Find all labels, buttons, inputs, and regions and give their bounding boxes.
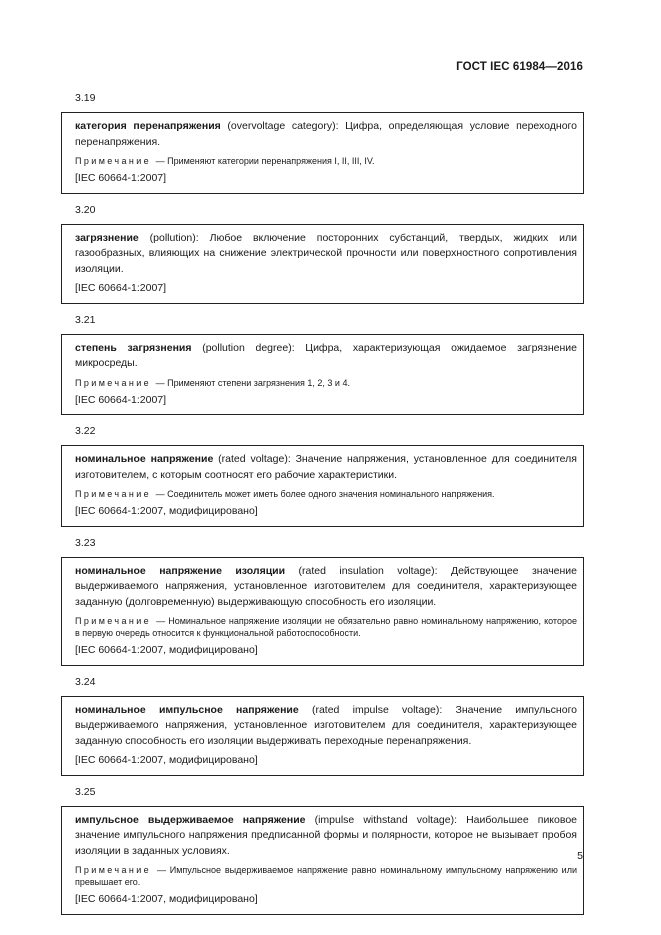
definition-box xyxy=(61,806,584,915)
entry-number: 3.21 xyxy=(75,313,96,326)
note xyxy=(75,377,577,389)
definition-box xyxy=(61,557,584,666)
definition-box xyxy=(61,334,584,416)
entry-3-24 xyxy=(61,669,584,776)
entry-3-21 xyxy=(61,307,584,416)
definition-box xyxy=(61,696,584,776)
definition-text xyxy=(75,703,577,750)
source-reference: [IEC 60664-1:2007, модифицировано] xyxy=(75,754,258,766)
definition-box xyxy=(61,224,584,304)
entry-3-22 xyxy=(61,418,584,527)
term: загрязнение xyxy=(75,231,139,244)
entry-number: 3.20 xyxy=(75,203,96,216)
definition-text xyxy=(75,119,577,150)
note-label: Примечание xyxy=(75,489,152,499)
entry-3-19 xyxy=(61,85,584,194)
term: степень загрязнения xyxy=(75,341,192,354)
definition: (rated insulation voltage): Действующее значение выдерживаемого напряжения, установленное изготовителем для соединителя, характеризующее заданную (долговременную) выдерживающую способность его изоляции. xyxy=(75,564,578,608)
source-reference: [IEC 60664-1:2007] xyxy=(75,172,167,184)
document-header: ГОСТ IEC 61984—2016 xyxy=(456,61,583,73)
source-reference: [IEC 60664-1:2007] xyxy=(75,393,167,406)
entry-3-23 xyxy=(61,530,584,666)
entry-number: 3.25 xyxy=(75,785,96,798)
definition: (pollution): Любое включение посторонних субстанций, твердых, жидких или газообразных, влияющих на снижение электрической прочности или поверхностного сопротивления изоляции. xyxy=(75,231,577,275)
entry-number: 3.24 xyxy=(75,675,96,688)
definition-text xyxy=(75,341,577,372)
note-label: Примечание xyxy=(75,616,152,626)
definition-text xyxy=(75,564,577,611)
note-text: — Импульсное выдерживаемое напряжение равно номинальному импульсному напряжению или превышает его. xyxy=(75,865,577,887)
entry-number: 3.22 xyxy=(75,425,96,437)
term: номинальное напряжение xyxy=(75,453,214,465)
definition: (impulse withstand voltage): Наибольшее пиковое значение импульсного напряжения предписанной формы и полярности, которое не вызывает пробоя изоляции в заданных условиях. xyxy=(75,813,577,857)
definition-box xyxy=(61,445,584,527)
entry-number: 3.23 xyxy=(75,536,96,549)
note-text: — Номинальное напряжение изоляции не обязательно равно номинальному напряжению, которое в первую очередь относится к функциональной работоспособности. xyxy=(75,616,577,638)
definitions-list xyxy=(61,85,584,918)
entry-3-20 xyxy=(61,197,584,304)
definition: (pollution degree): Цифра, характеризующая ожидаемое загрязнение микросреды. xyxy=(75,341,577,369)
note xyxy=(75,615,577,639)
definition: (overvoltage category): Цифра, определяющая условие переходного перенапряжения. xyxy=(75,120,577,148)
note-text: — Применяют категории перенапряжения I, II, III, IV. xyxy=(155,156,375,166)
definition: (rated voltage): Значение напряжения, установленное для соединителя изготовителем, с которым соотносят его рабочие характеристики. xyxy=(75,453,577,481)
source-reference: [IEC 60664-1:2007, модифицировано] xyxy=(75,893,258,905)
definition-box xyxy=(61,112,584,194)
source-reference: [IEC 60664-1:2007, модифицировано] xyxy=(75,644,258,656)
definition: (rated impulse voltage): Значение импульсного выдерживаемого напряжения, установленное изготовителем для соединителя, характеризующее заданную способность его изоляции выдерживать переходные перенапряжения. xyxy=(75,703,578,747)
page-number: 5 xyxy=(577,850,583,862)
note-label: Примечание xyxy=(75,377,152,388)
entry-3-25 xyxy=(61,779,584,915)
note-label: Примечание xyxy=(75,865,152,875)
note xyxy=(75,488,577,500)
note-label: Примечание xyxy=(75,156,152,166)
term: импульсное выдерживаемое напряжение xyxy=(75,813,306,826)
definition-text xyxy=(75,452,577,483)
definition-text xyxy=(75,231,577,278)
note xyxy=(75,155,577,167)
term: категория перенапряжения xyxy=(75,120,221,132)
entry-number: 3.19 xyxy=(75,92,96,104)
note xyxy=(75,864,577,888)
term: номинальное напряжение изоляции xyxy=(75,564,286,577)
term: номинальное импульсное напряжение xyxy=(75,703,299,716)
note-text: — Применяют степени загрязнения 1, 2, 3 и 4. xyxy=(155,377,350,388)
source-reference: [IEC 60664-1:2007, модифицировано] xyxy=(75,505,258,517)
note-text: — Соединитель может иметь более одного значения номинального напряжения. xyxy=(155,489,495,499)
source-reference: [IEC 60664-1:2007] xyxy=(75,282,167,294)
definition-text xyxy=(75,813,577,860)
